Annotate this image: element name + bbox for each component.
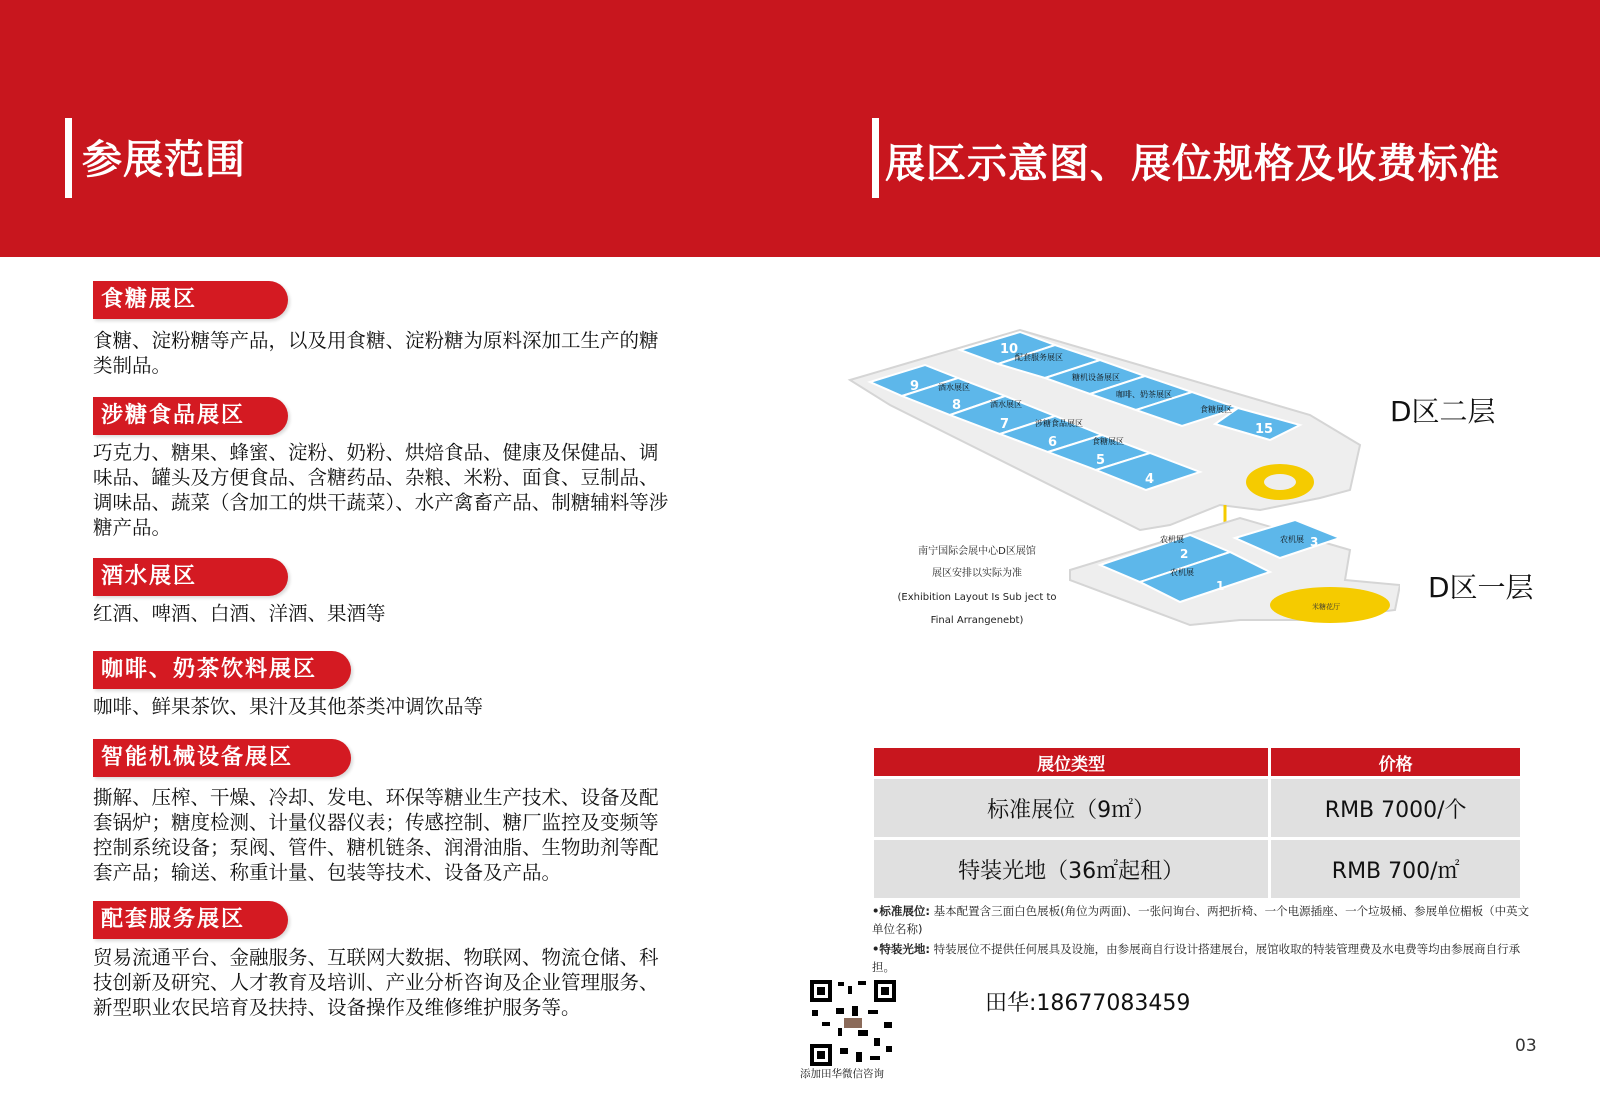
- category-title: 涉糖食品展区: [93, 397, 288, 435]
- category-desc: 咖啡、鲜果茶饮、果汁及其他茶类冲调饮品等: [93, 695, 484, 718]
- zone-label: 农机展: [1280, 535, 1304, 544]
- map-note-line: Final Arrangenebt): [930, 615, 1024, 626]
- category-desc: 红酒、啤酒、白酒、洋酒、果酒等: [93, 602, 386, 625]
- map-note-line: (Exhibition Layout Is Sub ject to: [897, 592, 1057, 603]
- left-title-bar: [65, 118, 72, 198]
- floor1-label: D区一层: [1428, 571, 1534, 604]
- hall-number: 4: [1145, 472, 1155, 487]
- hall-number: 5: [1096, 453, 1106, 468]
- table-header: 价格: [1271, 748, 1520, 776]
- restaurant-label: 米糖花厅: [1312, 603, 1340, 611]
- right-section-title: 展区示意图、展位规格及收费标准: [885, 141, 1500, 187]
- table-cell: 特装光地（36㎡起租）: [874, 840, 1268, 898]
- table-row: [874, 779, 1520, 837]
- table-cell: 标准展位（9㎡）: [874, 779, 1268, 837]
- map-note-line: 展区安排以实际为准: [932, 568, 1022, 579]
- zone-label: 农机展: [1160, 535, 1184, 544]
- table-header: 展位类型: [874, 748, 1268, 776]
- hall-number: 9: [910, 379, 920, 394]
- page-number: 03: [1515, 1036, 1537, 1056]
- table-cell: RMB 700/㎡: [1271, 840, 1520, 898]
- table-row: [874, 840, 1520, 898]
- hall-number: 6: [1048, 435, 1058, 450]
- header-banner: [0, 0, 1600, 257]
- zone-label: 食糖展区: [1200, 405, 1232, 414]
- zone-label: 咖啡、奶茶展区: [1116, 390, 1172, 399]
- category-title: 酒水展区: [93, 558, 288, 596]
- footnote-text: 基本配置含三面白色展板(角位为两面)、一张问询台、两把折椅、一个电源插座、一个垃圾桶、参展单位楣板（中英文单位名称): [872, 904, 1530, 936]
- category-desc: 撕解、压榨、干燥、冷却、发电、环保等糖业生产技术、设备及配套锅炉；糖度检测、计量仪器仪表；传感控制、糖厂监控及变频等控制系统设备；泵阀、管件、糖机链条、润滑油脂、生物助剂等配套产品；输送、称重计量、包装等技术、设备及产品。: [93, 786, 659, 884]
- zone-label: 涉糖食品展区: [1035, 419, 1083, 428]
- category-title: 食糖展区: [93, 281, 288, 319]
- hall-number: 15: [1255, 422, 1274, 437]
- left-section-title: 参展范围: [82, 137, 246, 183]
- hall-number: 3: [1310, 535, 1319, 549]
- category-desc: 贸易流通平台、金融服务、互联网大数据、物联网、物流仓储、科技创新及研究、人才教育及培训、产业分析咨询及企业管理服务、新型职业农民培育及扶持、设备操作及维修维护服务等。: [93, 946, 659, 1019]
- table-cell: RMB 7000/个: [1271, 779, 1520, 837]
- zone-label: 农机展: [1170, 568, 1194, 577]
- category-title: 智能机械设备展区: [93, 739, 351, 777]
- floor2-yellow-ring-inner: [1264, 474, 1296, 490]
- qr-code-icon[interactable]: [808, 978, 898, 1068]
- map-note-line: 南宁国际会展中心D区展馆: [918, 546, 1036, 557]
- floor2-label: D区二层: [1390, 395, 1496, 428]
- footnote: [872, 940, 1532, 976]
- hall-number: 1: [1216, 579, 1225, 593]
- hall-number: 7: [1000, 417, 1010, 432]
- zone-label: 酒水展区: [990, 400, 1022, 409]
- zone-label: 食糖展区: [1092, 437, 1124, 446]
- contact-phone: 田华:18677083459: [985, 991, 1191, 1016]
- right-title-bar: [872, 118, 879, 198]
- hall-number: 10: [1000, 342, 1019, 357]
- category-title: 配套服务展区: [93, 901, 288, 939]
- category-title: 咖啡、奶茶饮料展区: [93, 651, 351, 689]
- category-desc: 巧克力、糖果、蜂蜜、淀粉、奶粉、烘焙食品、健康及保健品、调味品、罐头及方便食品、含糖药品、杂粮、米粉、面食、豆制品、调味品、蔬菜（含加工的烘干蔬菜）、水产禽畜产品、制糖辅料等涉糖产品。: [93, 441, 669, 539]
- zone-label: 糖机设备展区: [1072, 373, 1120, 382]
- footnote-label: •特装光地:: [872, 942, 930, 956]
- category-desc: 食糖、淀粉糖等产品，以及用食糖、淀粉糖为原料深加工生产的糖类制品。: [93, 329, 659, 377]
- footnote-label: •标准展位:: [872, 904, 930, 918]
- qr-caption: 添加田华微信咨询: [800, 1068, 884, 1080]
- price-table: [871, 745, 1523, 901]
- hall-number: 8: [952, 398, 962, 413]
- footnote: [872, 902, 1532, 938]
- hall-number: 2: [1180, 547, 1189, 561]
- zone-label: 配套服务展区: [1015, 353, 1063, 362]
- footnote-text: 特装展位不提供任何展具及设施，由参展商自行设计搭建展台，展馆收取的特装管理费及水电费等均由参展商自行承担。: [872, 942, 1521, 974]
- zone-label: 酒水展区: [938, 383, 970, 392]
